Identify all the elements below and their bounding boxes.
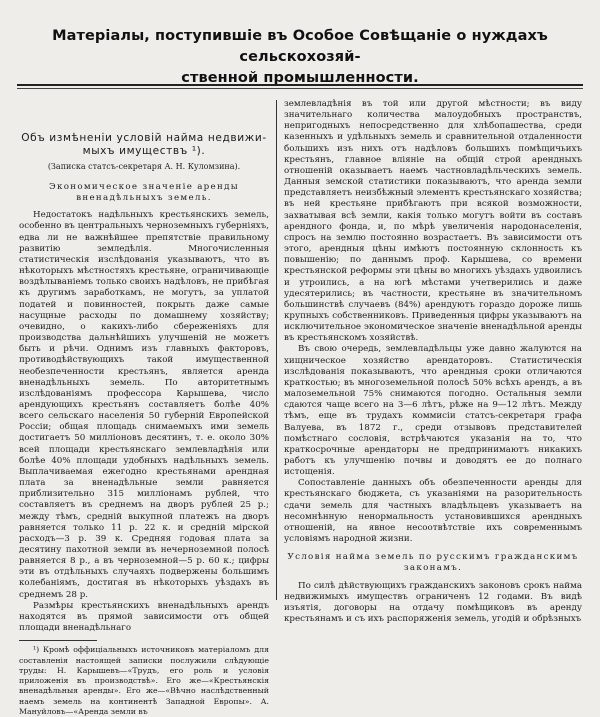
paragraph: По силѣ дѣйствующихъ гражданскихъ законовъ срокъ найма недвижимыхъ имуществъ ограниченъ 12 годами. Въ видѣ изъятія, договоры на отдачу помѣщиковъ въ аренду крестьянамъ и съ ихъ распоряженія земель, угодій и обрѣзныхъ (284, 580, 582, 625)
section-heading-economic: Экономическое значеніе аренды вненадѣльныхъ земель. (49, 182, 239, 204)
paragraph: Недостатокъ надѣльныхъ крестьянскихъ земель, особенно въ центральныхъ черноземныхъ губерніяхъ, едва ли не важнѣйшее препятствіе правильному развитію земледѣлія. Многочисленныя статистическія изслѣдованія указываютъ, что въ нѣкоторыхъ мѣстностяхъ крестьяне, ограничивающіе воздѣлываніемъ только своихъ надѣловъ, не прибѣгая къ другимъ заработкамъ, не могутъ, за уплатой податей и повинностей, покрыть даже самые насущные расходы по домашнему хозяйству; очевидно, о какихъ-либо сбереженіяхъ для производства дальнѣйшихъ улучшеній не можетъ быть и рѣчи. Однимъ изъ главныхъ факторовъ, противодѣйствующихъ такой имущественной необезпеченности крестьянъ, является аренда вненадѣльныхъ земель. По авторитетнымъ изслѣдованіямъ профессора Карышева, число арендующихъ крестьянъ составляетъ болѣе 40% всего сельскаго населенія 50 губерній Европейской Россіи; общая площадь снимаемыхъ ими земель достигаетъ 50 милліоновъ десятинъ, т. е. около 30% всей площади крестьянскаго землевладѣнія или болѣе 40% площади удобныхъ надѣльныхъ земель. Выплачиваемая ежегодно крестьянами арендная плата за вненадѣльные земли равняется приблизительно 315 милліонамъ рублей, что составляетъ въ среднемъ на дворъ рублей 25 р.; между тѣмъ, средній выкупной платежъ на дворъ равняется только 11 р. 22 к. и средній мірской расходъ—3 р. 39 к. Средняя годовая плата за десятину пахотной земли въ нечерноземной полосѣ равняется 8 р., а въ черноземной—5 р. 60 к.; цифры эти въ отдѣльныхъ случаяхъ подвержены большимъ колебаніямъ, достигая въ нѣкоторыхъ уѣздахъ въ среднемъ 28 р. (19, 210, 269, 600)
column-divider (276, 100, 277, 600)
section-heading-civil-law: Условія найма земель по русскимъ гражданскимъ законамъ. (287, 552, 579, 574)
header-line-2: ственной промышленности. (181, 70, 419, 86)
footnote-separator (19, 640, 97, 641)
paragraph: землевладѣнія въ той или другой мѣстности; въ виду значительнаго количества малоудобныхъ пространствъ, непригодныхъ непосредственно для хлѣбопашества, среди казенныхъ и удѣльныхъ земель и сравнительной отдаленности большихъ изъ нихъ отъ надѣловъ большихъ помѣщичьихъ крестьянъ, главное вліяніе на общій строй арендныхъ отношеній оказываетъ наемъ частновладѣльческихъ земель. Данныя земской статистики показываютъ, что аренда земли представляетъ неизбѣжный элементъ крестьянскаго хозяйства; въ ней крестьяне прибѣгаютъ при всякой возможности, захватывая всѣ земли, какія только могутъ войти въ составъ арендного фонда, и, по мѣрѣ увеличенія народонаселенія, спросъ на землю постоянно возрастаетъ. Въ зависимости отъ этого, арендныя цѣны имѣютъ постоянную склонность къ повышенію; по даннымъ проф. Карышева, со времени крестьянской реформы эти цѣны во многихъ уѣздахъ удвоилисъ и утроились, а на югѣ мѣстами учетверились и даже удесятерились; въ частности, крестьяне въ значительномъ большинствѣ случаевъ (84%) арендуютъ гораздо дороже лишь крупныхъ собственниковъ. Приведенныя цифры указываютъ на исключительное экономическое значеніе вненадѣльной аренды въ крестьянскомъ хозяйствѣ. (284, 99, 582, 344)
journal-section-header (0, 26, 600, 89)
header-rule-thin (17, 88, 583, 89)
paragraph: Сопоставленіе данныхъ объ обезпеченности аренды для крестьянскаго бюджета, съ указаніями на разорительность сдачи земель для частныхъ владѣльцевъ указываетъ на несомнѣнную ненормальность установившихся арендныхъ отношеній, на явное несоотвѣтствіе ихъ современнымъ условіямъ народной жизни. (284, 478, 582, 545)
article-title: Объ измѣненіи условій найма недвижи-мыхъ имуществъ ¹). (21, 132, 267, 157)
article-author-note: (Записка статсъ-секретаря А. Н. Куломзина). (47, 162, 241, 171)
paragraph: Размѣры крестьянскихъ вненадѣльныхъ арендъ находятся въ прямой зависимости отъ общей площади вненадѣльнаго (19, 600, 269, 634)
left-column (19, 98, 269, 717)
right-column (284, 99, 582, 625)
footnote: ¹) Кромѣ оффиціальныхъ источниковъ матеріаломъ для составленія настоящей записки послужили слѣдующіе труды: Н. Карышевъ—«Трудъ, его роль и условія приложенія въ производствѣ». Его же—«Крестьянскія вненадѣльныя аренды». Его же—«Вѣчно наслѣдственный наемъ земель на континентѣ Западной Европы». А. Мануйловъ—«Аренда земли въ (19, 645, 269, 717)
paragraph: Въ свою очередь, землевладѣльцы уже давно жалуются на хищническое хозяйство арендаторовъ. Статистическія изслѣдованія показываютъ, что арендныя сроки отличаются краткостью; въ многоземельной полосѣ 50% всѣхъ арендъ, а въ малоземельной 75% снимаются погодно. Остальныя земли сдаются чаще всего на 3—6 лѣтъ, рѣже на 9—12 лѣтъ. Между тѣмъ, еще въ трудахъ коммисіи статсъ-секретаря графа Валуева, въ 1872 г., среди отзывовъ представителей помѣстнаго сословія, встрѣчаются указанія на то, что краткосрочные арендаторы не предпринимаютъ никакихъ работъ къ улучшенію почвы и доводятъ ее до полнаго истощенія. (284, 344, 582, 478)
header-rule (17, 84, 583, 86)
header-line-1: Матеріалы, поступившіе въ Особое Совѣщаніе о нуждахъ сельскохозяй- (52, 28, 548, 65)
